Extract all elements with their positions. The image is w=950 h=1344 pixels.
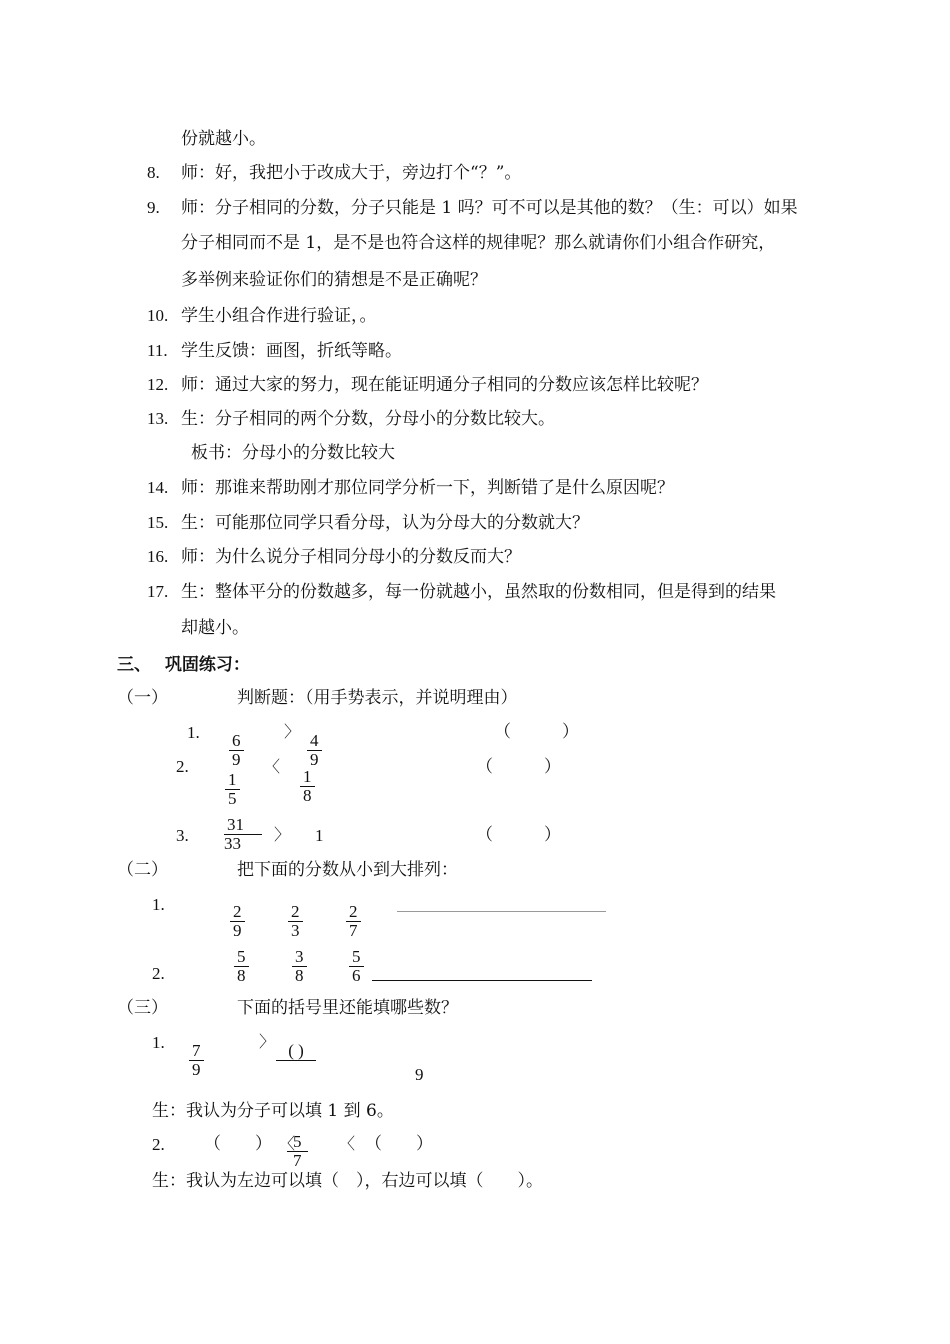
lesson-line: 生：可能那位同学只看分母，认为分母大的分数就大？ bbox=[181, 513, 589, 533]
lesson-line: 师：那谁来帮助刚才那位同学分析一下，判断错了是什么原因呢？ bbox=[181, 478, 674, 498]
answer-parentheses[interactable]: （ ） bbox=[204, 1134, 272, 1153]
line-number: 15. bbox=[147, 513, 169, 532]
student-answer: 生：我认为左边可以填（ ），右边可以填（ ）。 bbox=[152, 1171, 543, 1191]
fraction: 1 8 bbox=[300, 768, 315, 805]
question-number: 2. bbox=[152, 964, 165, 983]
fraction: 2 7 bbox=[346, 903, 361, 940]
line-number: 12. bbox=[147, 375, 169, 394]
fraction: 5 7 bbox=[287, 1133, 308, 1170]
answer-parentheses[interactable]: （ ） bbox=[494, 722, 579, 741]
line-number: 16. bbox=[147, 547, 169, 566]
fraction: 2 9 bbox=[230, 903, 245, 940]
part2-label: （二） bbox=[117, 860, 168, 880]
line-number: 13. bbox=[147, 409, 169, 428]
line-continuation-1: 份就越小。 bbox=[181, 129, 266, 149]
line-number: 8. bbox=[147, 163, 160, 182]
answer-parentheses[interactable]: （ ） bbox=[476, 757, 561, 776]
lesson-line: 生：整体平分的份数越多，每一份就越小，虽然取的份数相同，但是得到的结果 bbox=[181, 582, 776, 602]
part1-label: （一） bbox=[117, 688, 168, 708]
question-number: 1. bbox=[152, 895, 165, 914]
answer-line[interactable] bbox=[397, 911, 606, 912]
fraction: 4 9 bbox=[307, 732, 322, 769]
lesson-line-continuation: 分子相同而不是 1，是不是也符合这样的规律呢？那么就请你们小组合作研究， bbox=[181, 233, 776, 253]
question-number: 1. bbox=[152, 1033, 165, 1052]
fraction: 3 8 bbox=[292, 948, 307, 985]
lesson-line: 师：为什么说分子相同分母小的分数反而大？ bbox=[181, 547, 521, 567]
line-number: 9. bbox=[147, 198, 160, 217]
greater-than-sign: 〉 bbox=[259, 1032, 276, 1051]
lesson-line: 师：分子相同的分数，分子只能是 1 吗？可不可以是其他的数？（生：可以）如果 bbox=[181, 198, 798, 218]
denominator: 9 bbox=[415, 1065, 424, 1084]
section-title: 巩固练习： bbox=[164, 655, 250, 675]
fraction: 7 9 bbox=[189, 1042, 204, 1079]
fraction: 5 6 bbox=[349, 948, 364, 985]
fraction: 2 3 bbox=[288, 903, 303, 940]
lesson-line-continuation: 多举例来验证你们的猜想是不是正确呢？ bbox=[181, 270, 487, 290]
answer-line[interactable] bbox=[372, 980, 592, 981]
greater-than-sign: 〉 bbox=[274, 825, 291, 844]
lesson-line-continuation: 却越小。 bbox=[181, 618, 249, 638]
greater-than-sign: 〉 bbox=[284, 722, 301, 741]
lesson-line: 师：通过大家的努力，现在能证明通分子相同的分数应该怎样比较呢？ bbox=[181, 375, 708, 395]
fraction: 5 8 bbox=[234, 948, 249, 985]
question-number: 1. bbox=[187, 723, 200, 742]
part3-label: （三） bbox=[117, 998, 168, 1018]
part3-title: 下面的括号里还能填哪些数？ bbox=[237, 998, 458, 1018]
question-number: 2. bbox=[176, 757, 189, 776]
line-number: 14. bbox=[147, 478, 169, 497]
student-answer: 生：我认为分子可以填 1 到 6。 bbox=[152, 1101, 394, 1121]
less-than-sign: 〈 bbox=[279, 1134, 296, 1153]
board-note: 板书：分母小的分数比较大 bbox=[191, 443, 395, 463]
lesson-line: 学生反馈：画图，折纸等略。 bbox=[181, 341, 402, 361]
fraction: 6 9 bbox=[229, 732, 244, 769]
lesson-line: 学生小组合作进行验证，。 bbox=[181, 306, 377, 326]
part1-title: 判断题：（用手势表示，并说明理由） bbox=[237, 688, 518, 708]
less-than-sign: 〈 bbox=[264, 757, 281, 776]
lesson-line: 师：好，我把小于改成大于，旁边打个“？”。 bbox=[181, 163, 522, 183]
fraction: 1 5 bbox=[225, 771, 240, 808]
section-label: 三、 bbox=[117, 655, 151, 675]
fraction: 31 33 bbox=[224, 816, 262, 853]
section-heading bbox=[117, 655, 250, 675]
line-number: 17. bbox=[147, 582, 169, 601]
question-number: 2. bbox=[152, 1135, 165, 1154]
part2-title: 把下面的分数从小到大排列： bbox=[237, 860, 458, 880]
line-number: 11. bbox=[147, 341, 168, 360]
lesson-line: 生：分子相同的两个分数，分母小的分数比较大。 bbox=[181, 409, 555, 429]
fraction-blank[interactable]: ( ) bbox=[276, 1042, 316, 1061]
answer-parentheses[interactable]: （ ） bbox=[365, 1134, 433, 1153]
line-number: 10. bbox=[147, 306, 169, 325]
less-than-sign: 〈 bbox=[339, 1134, 356, 1153]
question-number: 3. bbox=[176, 826, 189, 845]
whole-number: 1 bbox=[315, 826, 324, 845]
answer-parentheses[interactable]: （ ） bbox=[476, 825, 561, 844]
